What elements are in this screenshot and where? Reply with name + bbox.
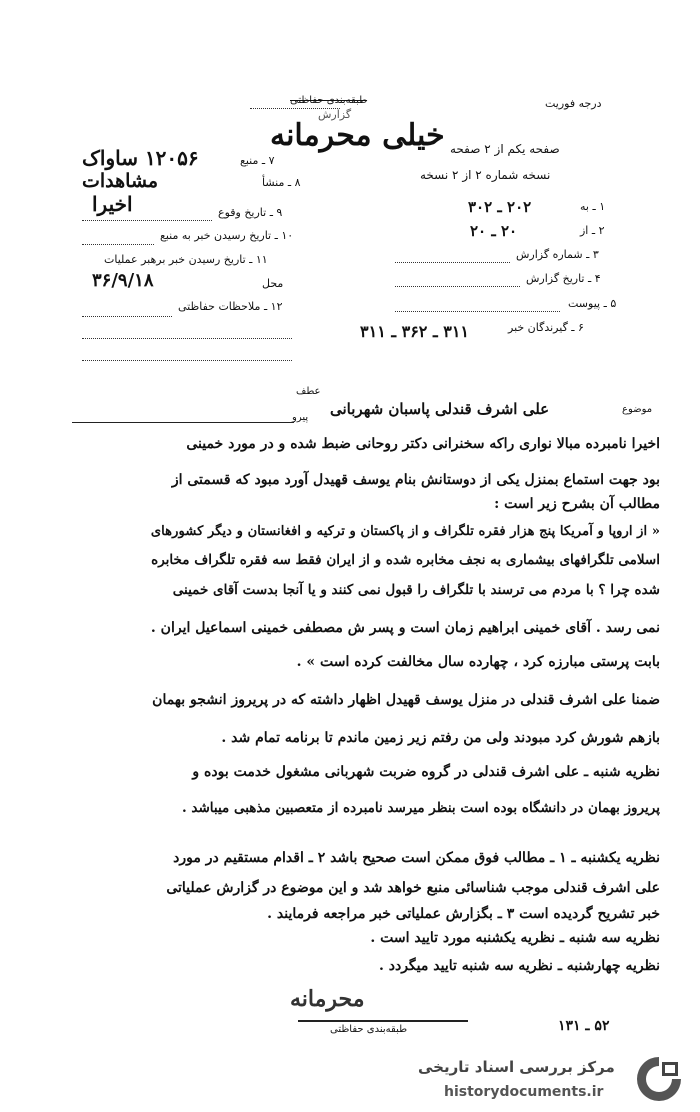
body-line: « از اروپا و آمریکا پنج هزار فقره تلگراف و از پاکستان و ترکیه و افغانستان و دیگر کشورهای — [150, 524, 660, 539]
body-line: شده چرا ؟ با مردم می ترسند با تلگراف را قبول نمی کنند و یا آنجا بدست آقای خمینی — [172, 582, 660, 598]
report-date-dots — [395, 286, 520, 287]
body-line: علی اشرف قندلی موجب شناسائی منبع خواهد شد و این موضوع در گزارش عملیاتی — [166, 880, 660, 896]
archive-logo-icon — [634, 1054, 684, 1104]
classification-top: طبقه‌بندی حفاظتی — [290, 95, 368, 106]
body-line: پریروز بهمان در دانشگاه بوده است بنظر میرسد نامبرده از متعصبین مذهبی میباشد . — [181, 800, 660, 816]
subject-value: علی اشرف قندلی پاسبان شهربانی — [330, 400, 550, 418]
report-number-dots — [395, 262, 510, 263]
security-notes-dots-3 — [82, 360, 292, 361]
recipients-label: ۶ ـ گیرندگان خبر — [508, 321, 584, 334]
source-label: ۷ ـ منبع — [240, 154, 275, 167]
body-line: بازهم شورش کرد مبودند ولی من رفتم زیر زمین ماندم تا برنامه تمام شد . — [221, 730, 660, 746]
page-line: صفحه یکم از ۲ صفحه — [450, 142, 560, 156]
body-line: نظریه شنبه ـ علی اشرف قندلی در گروه ضربت شهربانی مشغول خدمت بوده و — [192, 764, 660, 780]
body-line: ضمنا علی اشرف قندلی در منزل یوسف قهیدل اظهار داشته که در پریروز انشجو بهمان — [152, 692, 660, 708]
report-subtitle: گزارش — [318, 108, 352, 121]
security-notes-dots-1 — [82, 316, 172, 317]
attachment-dots — [395, 311, 560, 312]
body-line: نمی رسد . آقای خمینی ابراهیم زمان است و پسر ش مصطفی خمینی اسماعیل ایران . — [150, 620, 660, 636]
source-value: ۱۲۰۵۶ ساواک — [82, 146, 199, 170]
source-receipt-dots — [82, 244, 154, 245]
to-value: ۲۰۲ ـ ۳۰۲ — [468, 198, 532, 216]
body-line: بابت پرستی مبارزه کرد ، چهارده سال مخالفت کرده است » . — [296, 654, 660, 670]
attachment-label: ۵ ـ پیوست — [568, 297, 617, 310]
body-line: نظریه یکشنبه ـ ۱ ـ مطالب فوق ممکن است صحیح باشد ۲ ـ اقدام مستقیم در مورد — [173, 850, 660, 866]
recipients-value: ۳۱۱ ـ ۳۶۲ ـ ۳۱۱ — [360, 322, 469, 341]
report-date-label: ۴ ـ تاریخ گزارش — [526, 272, 601, 285]
security-notes-dots-2 — [82, 338, 292, 339]
body-line: بود جهت استماع بمنزل یکی از دوستانش بنام یوسف قهیدل آورد مبود که قسمتی از — [171, 472, 660, 488]
occurrence-date-dots — [82, 220, 212, 221]
classification-bottom: طبقه‌بندی حفاظتی — [330, 1024, 408, 1035]
stamp-title: خیلی محرمانه — [270, 118, 445, 153]
archive-name: مرکز بررسی اسناد تاریخی — [418, 1058, 615, 1076]
body-line: نظریه چهارشنبه ـ نظریه سه شنبه تایید میگردد . — [378, 958, 660, 974]
ops-receipt-label: ۱۱ ـ تاریخ رسیدن خبر برهبر عملیات — [104, 253, 268, 266]
signature-stamp: محرمانه — [290, 986, 365, 1012]
source-receipt-label: ۱۰ ـ تاریخ رسیدن خبر به منبع — [160, 229, 294, 242]
subject-label: موضوع — [622, 404, 653, 415]
origin-value: مشاهدات — [82, 170, 159, 192]
form-code: ۵۲ ـ ۱۳۱ — [558, 1018, 610, 1034]
body-line: نظریه سه شنبه ـ نظریه یکشنبه مورد تایید است . — [370, 930, 660, 946]
body-line: مطالب آن بشرح زیر است : — [494, 496, 660, 512]
origin-label: ۸ ـ منشأ — [262, 176, 301, 189]
signature-rule — [298, 1020, 468, 1022]
ref-bottom: پیرو — [292, 412, 309, 423]
archive-url: historydocuments.ir — [444, 1084, 604, 1100]
occurrence-date-label: ۹ ـ تاریخ وقوع — [218, 206, 283, 219]
recently-note: اخیرا — [92, 192, 133, 216]
from-value: ۲۰ ـ ۲۰ — [470, 222, 518, 240]
security-notes-label: ۱۲ ـ ملاحظات حفاظتی — [178, 300, 283, 313]
subject-rule — [72, 422, 294, 423]
urgency-label: درجه فوریت — [545, 97, 602, 110]
body-line: اخیرا نامبرده مبالا نواری راکه سخنرانی دکتر روحانی ضبط شده و در مورد خمینی — [186, 436, 660, 452]
to-label: ۱ ـ به — [580, 200, 606, 213]
from-label: ۲ ـ از — [580, 224, 605, 237]
report-number-label: ۳ ـ شماره گزارش — [516, 248, 599, 261]
copy-line: نسخه شماره ۲ از ۲ نسخه — [420, 168, 551, 182]
place-label: محل — [262, 277, 284, 290]
body-line: اسلامی تلگرافهای بیشماری به نجف مخابره شده و از ایران فقط سه فقره تلگراف مخابره — [151, 552, 660, 568]
place-date-value: ۳۶/۹/۱۸ — [92, 270, 154, 291]
body-line: خبر تشریح گردیده است ۳ ـ بگزارش عملیاتی خبر مراجعه فرمایند . — [267, 906, 660, 922]
ref-top: عطف — [296, 386, 321, 397]
